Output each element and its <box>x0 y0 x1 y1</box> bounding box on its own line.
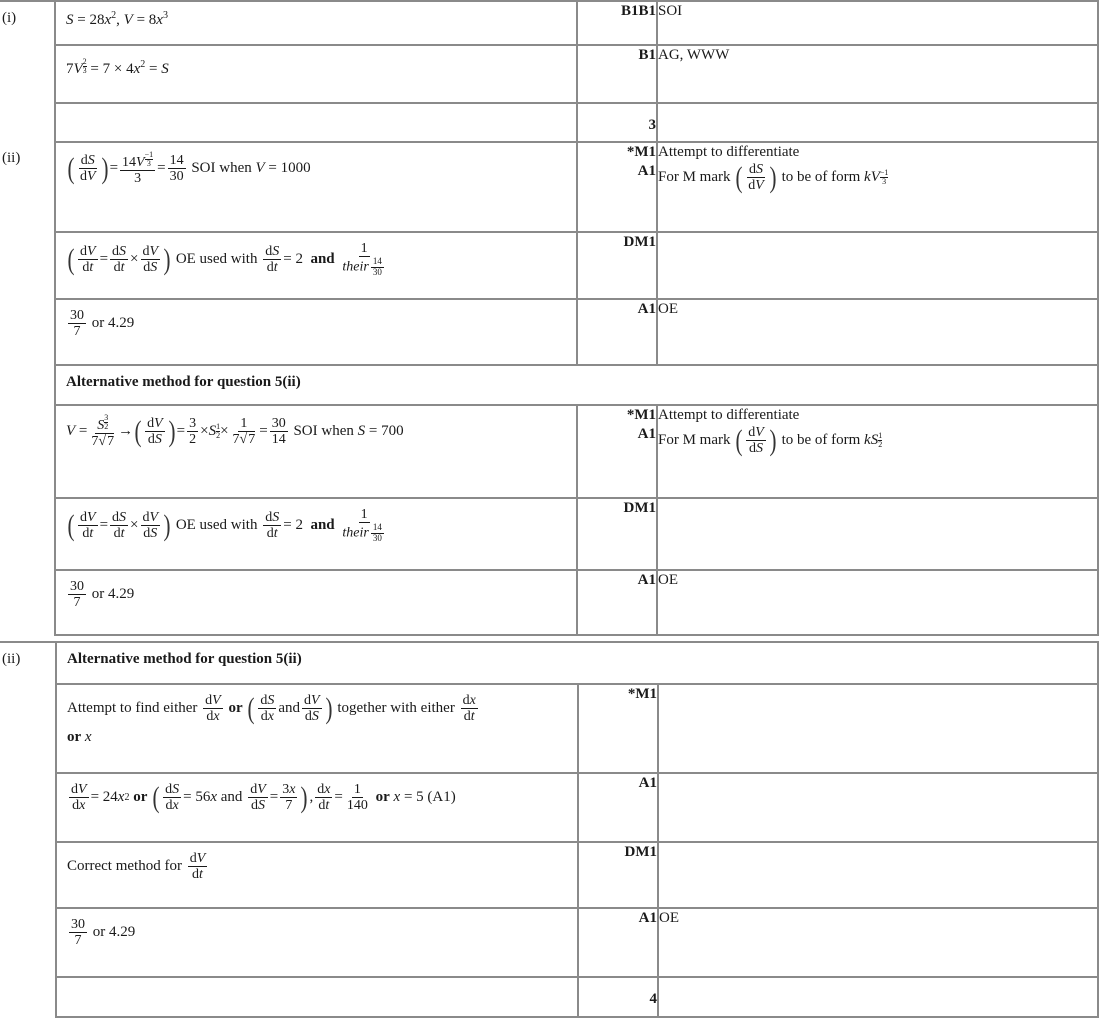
guidance-cell <box>658 773 1098 842</box>
guidance-cell <box>657 232 1098 299</box>
answer-text: Attempt to find either $\frac{dV}{dx}$ or ( $\frac{dS}{dx}$ and $\frac{dV}{dS}$ ) together with either $\frac{dx}{dt}$ or x <box>67 691 476 745</box>
total-mark-cell: 3 <box>577 103 657 142</box>
mark-cell: DM1 <box>577 232 657 299</box>
guidance-cell-empty <box>657 103 1098 142</box>
answer-text: Correct method for $\frac{dV}{dt}$ <box>67 851 206 883</box>
answer-cell <box>55 45 577 103</box>
mark-cell: A1 <box>577 570 657 635</box>
mark-cell: *M1 A1 <box>577 142 657 232</box>
answer-text: ( $\frac{dV}{dt}$ = $\frac{dS}{dt}$ × $\frac{dV}{dS}$ ) OE used with $\frac{dS}{dt}$ = 2 and 1 their $\frac{14}{30}$ <box>67 507 382 544</box>
answer-text: 7V $\frac{2}{3}$ = $7 \times 4x^2 = S$ <box>66 57 169 77</box>
guidance-cell: SOI <box>657 1 1098 45</box>
answer-cell <box>56 684 578 773</box>
answer-cell <box>55 570 577 635</box>
guidance-cell <box>657 498 1098 570</box>
answer-cell <box>56 842 578 908</box>
mark-cell: A1 <box>577 299 657 365</box>
answer-cell <box>55 1 577 45</box>
mark-cell: DM1 <box>577 498 657 570</box>
answer-text: V = S $\frac{3}{2}$ 7√7 → ( $\frac{dV}{dS}$ ) = $\frac{3}{2}$ × S 1 2 × $\frac{1}{7√7}$ = $\frac{30}{14}$ SOI when S = 700 <box>66 413 404 450</box>
total-mark-cell: 4 <box>578 977 658 1017</box>
guidance-cell: OE <box>657 299 1098 365</box>
mark-cell: DM1 <box>578 842 658 908</box>
answer-text: ( $\frac{dV}{dt}$ = $\frac{dS}{dt}$ × $\frac{dV}{dS}$ ) OE used with $\frac{dS}{dt}$ = 2 and 1 their $\frac{14}{30}$ <box>67 241 382 278</box>
part-label-i: (i) <box>0 1 55 142</box>
answer-cell-empty <box>55 103 577 142</box>
answer-cell <box>55 405 577 498</box>
answer-cell <box>56 908 578 977</box>
answer-cell <box>55 299 577 365</box>
alt-method-header: Alternative method for question 5(ii) <box>55 365 1098 405</box>
answer-text: $S = 28x^2$, $V = 8x^3$ <box>66 10 168 28</box>
answer-text: $\frac{30}{7}$ or 4.29 <box>70 579 135 611</box>
alt-method-header: Alternative method for question 5(ii) <box>56 642 1098 684</box>
guidance-cell: Attempt to differentiate For M mark ( $\frac{dV}{dS}$ ) to be of form kS 1 2 <box>657 405 1098 498</box>
guidance-cell: OE <box>658 908 1098 977</box>
mark-scheme-table-2 <box>0 641 1099 1018</box>
answer-text: $\frac{30}{7}$ or 4.29 <box>70 308 135 340</box>
answer-cell-empty <box>56 977 578 1017</box>
answer-cell <box>55 142 577 232</box>
mark-cell: B1 <box>577 45 657 103</box>
answer-text: $\frac{dV}{dx}$ = 24 x 2 or ( $\frac{dS}{dx}$ = 56 x and $\frac{dV}{dS}$ = $\frac{3x}{7}$ ) , $\frac{dx}{dt}$ = $\frac{1}{140}$ or x = 5 (A1) <box>71 780 456 814</box>
answer-cell <box>55 232 577 299</box>
mark-cell: A1 <box>578 908 658 977</box>
part-label-ii: (ii) <box>0 142 55 635</box>
part-label-ii-alt: (ii) <box>0 642 56 1017</box>
guidance-cell: Attempt to differentiate For M mark ( $\frac{dS}{dV}$ ) to be of form kV −1 3 <box>657 142 1098 232</box>
guidance-cell: AG, WWW <box>657 45 1098 103</box>
guidance-cell-empty <box>658 977 1098 1017</box>
mark-cell: B1B1 <box>577 1 657 45</box>
mark-cell: *M1 <box>578 684 658 773</box>
mark-cell: *M1 A1 <box>577 405 657 498</box>
guidance-cell <box>658 842 1098 908</box>
answer-cell <box>55 498 577 570</box>
answer-text: ( $\frac{dS}{dV}$ ) = 14V $\frac{-1}{3}$ 3 = $\frac{14}{30}$ SOI when V = 1000 <box>67 150 311 187</box>
mark-cell: A1 <box>578 773 658 842</box>
answer-cell <box>56 773 578 842</box>
guidance-cell: OE <box>657 570 1098 635</box>
guidance-cell <box>658 684 1098 773</box>
answer-text: $\frac{30}{7}$ or 4.29 <box>71 917 136 949</box>
